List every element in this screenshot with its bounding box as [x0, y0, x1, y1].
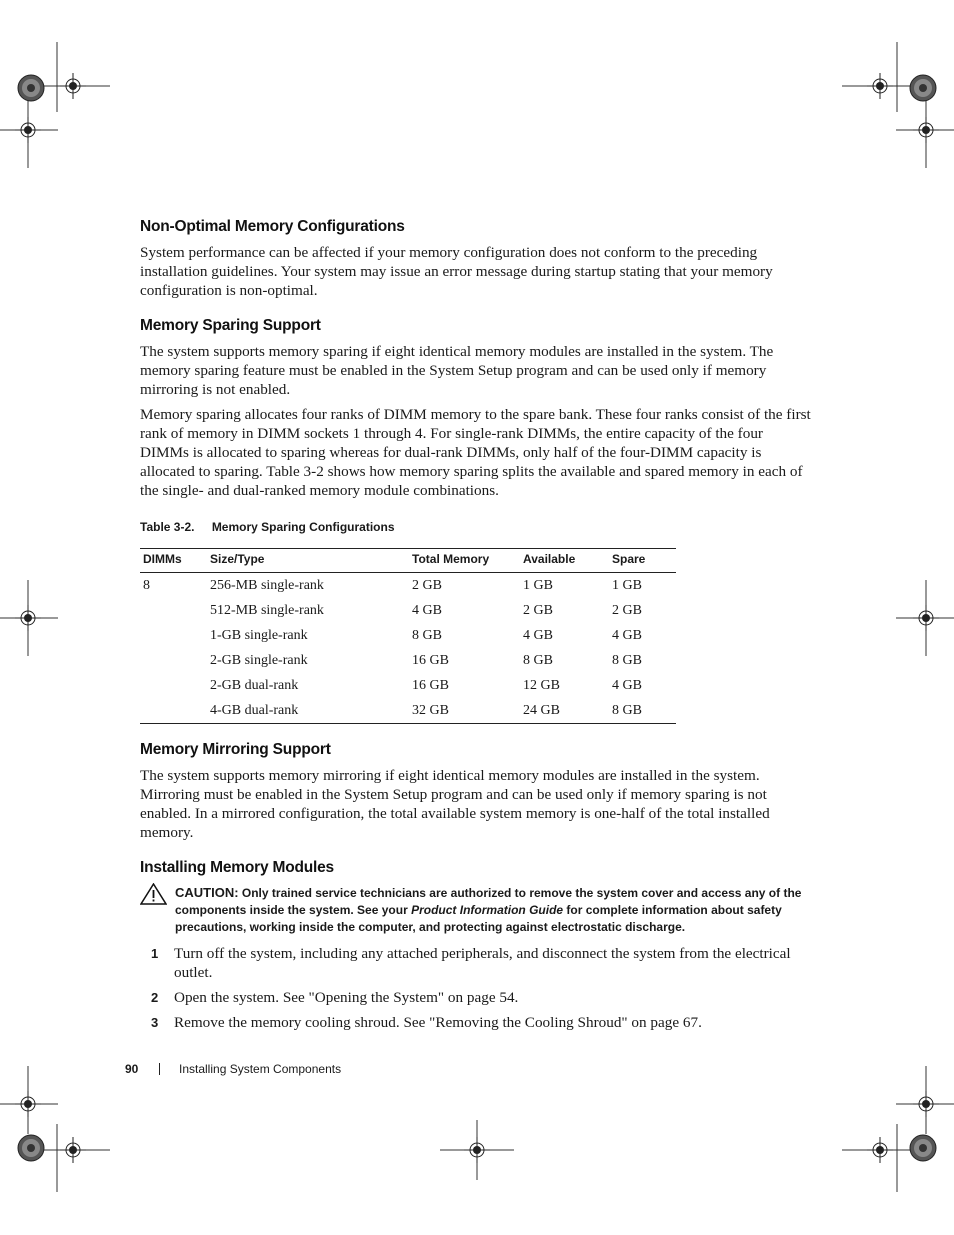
column-header: DIMMs	[140, 549, 207, 573]
table-cell: 8 GB	[412, 627, 442, 643]
table-cell	[140, 648, 207, 673]
table-cell: 8	[143, 577, 150, 593]
list-item	[140, 944, 812, 982]
paragraph: System performance can be affected if your memory configuration does not conform to the preceding installation guidelines. Your system may issue an error message during startup stating that your memory configuration is non-optimal.	[140, 244, 773, 299]
column-header: Available	[520, 549, 609, 573]
step-number: 3	[151, 1015, 159, 1030]
table-cell: 2 GB	[612, 602, 642, 618]
table-cell	[140, 598, 207, 623]
table-cell: 4 GB	[612, 627, 642, 643]
table-cell: 2 GB	[412, 577, 442, 593]
list-item	[140, 1013, 812, 1032]
section-installing	[140, 859, 812, 1032]
table-row	[140, 573, 676, 599]
table-row	[140, 698, 676, 724]
caution-text: for complete information about safety precautions, working inside the computer, and protecting against electrostatic discharge.	[175, 903, 782, 934]
table-cell: 4-GB dual-rank	[207, 698, 409, 724]
table-cell: 1 GB	[523, 577, 553, 593]
paragraph: Memory sparing allocates four ranks of DIMM memory to the spare bank. These four ranks consist of the first rank of memory in DIMM sockets 1 through 4. For single-rank DIMMs, the entire capacity of the four DIMMs is allocated to sparing whereas for dual-rank DIMMs, only half of the four-DIMM capacity is allocated to sparing. Table 3-2 shows how memory sparing splits the available and spared memory in each of the single- and dual-ranked memory module combinations.	[140, 406, 811, 499]
step-text: Turn off the system, including any attached peripherals, and disconnect the system from the electrical outlet.	[174, 945, 791, 981]
table-header-row	[140, 549, 676, 573]
table-cell: 8 GB	[523, 652, 553, 668]
page-content	[140, 218, 812, 1038]
section-nonoptimal	[140, 218, 812, 300]
table-cell: 1 GB	[612, 577, 642, 593]
page-footer	[125, 1062, 341, 1076]
section-mirroring	[140, 741, 812, 842]
list-item	[140, 988, 812, 1007]
table-cell: 1-GB single-rank	[210, 627, 308, 643]
section-heading: Installing Memory Modules	[140, 859, 334, 876]
table-cell: 4 GB	[412, 602, 442, 618]
caution-guide-title: Product Information Guide	[411, 903, 564, 917]
caution-notice	[140, 884, 812, 936]
step-text: Remove the memory cooling shroud. See "Removing the Cooling Shroud" on page 67.	[174, 1014, 702, 1031]
table-cell: 16 GB	[412, 652, 449, 668]
column-header: Size/Type	[207, 549, 409, 573]
table-cell: 8 GB	[609, 698, 676, 724]
table-cell: 2-GB single-rank	[210, 652, 308, 668]
table-row	[140, 623, 676, 648]
table-cell	[140, 698, 207, 724]
step-text: Open the system. See "Opening the System" on page 54.	[174, 989, 519, 1006]
table-cell	[140, 623, 207, 648]
table-caption-label: Table 3-2.	[140, 520, 195, 534]
step-number: 1	[151, 946, 159, 961]
table-cell: 12 GB	[523, 677, 560, 693]
table-cell: 512-MB single-rank	[210, 602, 324, 618]
memory-sparing-table	[140, 548, 676, 724]
section-sparing	[140, 317, 812, 724]
table-row	[140, 648, 676, 673]
section-heading: Non-Optimal Memory Configurations	[140, 218, 405, 235]
table-cell: 256-MB single-rank	[210, 577, 324, 593]
table-cell: 32 GB	[409, 698, 520, 724]
table-cell: 16 GB	[412, 677, 449, 693]
paragraph: The system supports memory mirroring if eight identical memory modules are installed in the system. Mirroring must be enabled in the System Setup program and can be used only if memory sparing is not enabled. In a mirrored configuration, the total available system memory is one-half of the total installed memory.	[140, 767, 770, 841]
table-cell: 8 GB	[612, 652, 642, 668]
table-cell	[140, 673, 207, 698]
footer-section-title: Installing System Components	[179, 1062, 342, 1076]
step-number: 2	[151, 990, 159, 1005]
table-cell: 2 GB	[523, 602, 553, 618]
paragraph: The system supports memory sparing if eight identical memory modules are installed in the system. The memory sparing feature must be enabled in the System Setup program and can be used only if memory mirroring is not enabled.	[140, 343, 774, 398]
column-header: Spare	[609, 549, 676, 573]
table-caption	[140, 520, 812, 534]
column-header: Total Memory	[409, 549, 520, 573]
footer-divider	[159, 1063, 160, 1075]
procedure-steps	[140, 944, 812, 1032]
table-caption-title: Memory Sparing Configurations	[211, 520, 395, 534]
page-number: 90	[125, 1062, 139, 1076]
table-cell: 2-GB dual-rank	[210, 677, 299, 693]
section-heading: Memory Mirroring Support	[140, 741, 331, 758]
caution-label: CAUTION:	[175, 885, 239, 900]
table-cell: 4 GB	[612, 677, 642, 693]
table-row	[140, 598, 676, 623]
section-heading: Memory Sparing Support	[140, 317, 321, 334]
table-cell: 4 GB	[523, 627, 553, 643]
warning-triangle-icon	[140, 883, 167, 905]
table-cell: 24 GB	[520, 698, 609, 724]
caution-text: Only trained service technicians are authorized to remove the system cover and access any of the components inside the system. See your	[175, 886, 802, 917]
table-row	[140, 673, 676, 698]
